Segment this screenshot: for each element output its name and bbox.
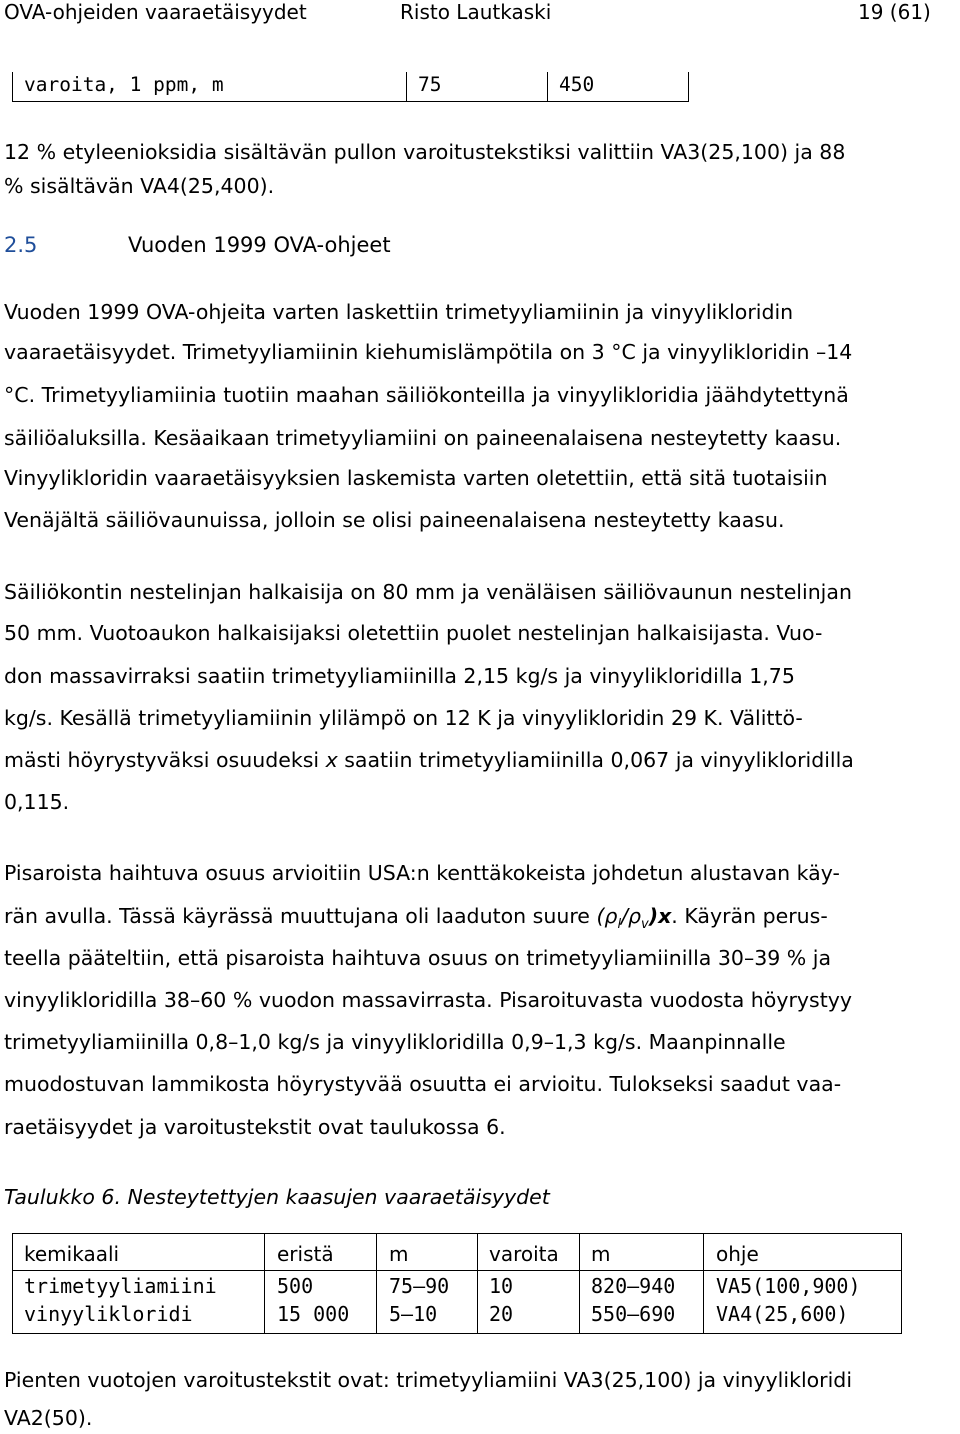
p3-line: teella pääteltiin, että pisaroista haihtuva osuus on trimetyyliamiinilla 30–39 % ja xyxy=(4,946,832,970)
p3-line: raetäisyydet ja varoitustekstit ovat taulukossa 6. xyxy=(4,1115,506,1139)
table-cell: 15 000 xyxy=(277,1302,350,1326)
table-caption: Taulukko 6. Nesteytettyjen kaasujen vaaraetäisyydet xyxy=(4,1185,550,1209)
header-author: Risto Lautkaski xyxy=(400,0,552,24)
intro-line-1: 12 % etyleenioksidia sisältävän pullon varoitustekstiksi valittiin VA3(25,100) ja 88 xyxy=(4,140,846,164)
table-cell: 5–10 xyxy=(389,1302,438,1326)
header-page-number: 19 (61) xyxy=(858,0,931,24)
table-header-cell: varoita xyxy=(489,1242,559,1266)
p2-line: kg/s. Kesällä trimetyyliamiinin ylilämpö on 12 K ja vinyylikloridin 29 K. Välittö- xyxy=(4,706,803,730)
p3-line: vinyylikloridilla 38–60 % vuodon massavirrasta. Pisaroituvasta vuodosta höyrystyy xyxy=(4,988,853,1012)
table-col-line xyxy=(703,1233,704,1334)
table-border-left xyxy=(12,72,13,102)
p1-line: vaaraetäisyydet. Trimetyyliamiinin kiehumislämpötila on 3 °C ja vinyylikloridin –14 xyxy=(4,340,853,364)
table-cell: 20 xyxy=(489,1302,514,1326)
p3-line: muodostuvan lammikosta höyrystyvää osuutta ei arvioitu. Tulokseksi saadut vaa- xyxy=(4,1072,842,1096)
p2-line-5: mästi höyrystyväksi osuudeksi x saatiin trimetyyliamiinilla 0,067 ja vinyylikloridilla xyxy=(4,748,854,772)
table-cell: trimetyyliamiini xyxy=(24,1274,217,1298)
table-cell: 10 xyxy=(489,1274,514,1298)
table-col-line xyxy=(901,1233,902,1334)
p2-line: Säiliökontin nestelinjan halkaisija on 80 mm ja venäläisen säiliövaunun nestelinjan xyxy=(4,580,852,604)
variable-x: x xyxy=(325,748,338,772)
table-cell: VA4(25,600) xyxy=(716,1302,849,1326)
p3-line-2: rän avulla. Tässä käyrässä muuttujana oli laaduton suure $(\rho_l/\rho_v)x$. Käyrän perus- xyxy=(4,904,828,933)
p2-line: don massavirraksi saatiin trimetyyliamiinilla 2,15 kg/s ja vinyylikloridilla 1,75 xyxy=(4,664,795,688)
table-cell: vinyylikloridi xyxy=(24,1302,193,1326)
p1-line: Vuoden 1999 OVA-ohjeita varten laskettiin trimetyyliamiinin ja vinyylikloridin xyxy=(4,300,794,324)
row-label: varoita, 1 ppm, m xyxy=(24,73,224,96)
rho-expression: $(\rho_l/\rho_v)x$ xyxy=(596,904,672,933)
table-col-line xyxy=(12,1233,13,1334)
header-title: OVA-ohjeiden vaaraetäisyydet xyxy=(4,0,307,24)
p1-line: Venäjältä säiliövaunuissa, jolloin se olisi paineenalaisena nesteytetty kaasu. xyxy=(4,508,785,532)
table-col-line xyxy=(376,1233,377,1334)
table-cell: 75–90 xyxy=(389,1274,450,1298)
section-title: Vuoden 1999 OVA-ohjeet xyxy=(128,233,391,257)
table-border-top xyxy=(12,1233,902,1234)
table-header-cell: m xyxy=(591,1242,611,1266)
table-col-line xyxy=(264,1233,265,1334)
table-border-bottom xyxy=(12,101,688,102)
table-border-bottom xyxy=(12,1333,902,1334)
table-cell: 820–940 xyxy=(591,1274,676,1298)
closing-line-1: Pienten vuotojen varoitustekstit ovat: trimetyyliamiini VA3(25,100) ja vinyylikloridi xyxy=(4,1368,853,1392)
p1-line: Vinyylikloridin vaaraetäisyyksien laskemista varten oletettiin, että sitä tuotaisiin xyxy=(4,466,828,490)
table-header-cell: eristä xyxy=(277,1242,334,1266)
row-value-1: 75 xyxy=(418,73,442,96)
table-col-line xyxy=(477,1233,478,1334)
table-divider-1 xyxy=(406,72,407,102)
table-divider-2 xyxy=(547,72,548,102)
table-header-divider xyxy=(12,1270,902,1271)
table-header-cell: kemikaali xyxy=(24,1242,120,1266)
row-value-2: 450 xyxy=(559,73,595,96)
table-cell: 500 xyxy=(277,1274,314,1298)
closing-line-2: VA2(50). xyxy=(4,1406,93,1430)
table-border-right xyxy=(688,72,689,102)
table-cell: 550–690 xyxy=(591,1302,676,1326)
intro-line-2: % sisältävän VA4(25,400). xyxy=(4,174,275,198)
p1-line: °C. Trimetyyliamiinia tuotiin maahan säiliökonteilla ja vinyylikloridia jäähdytettynä xyxy=(4,383,849,407)
table-cell: VA5(100,900) xyxy=(716,1274,861,1298)
table-header-cell: m xyxy=(389,1242,409,1266)
section-number: 2.5 xyxy=(4,233,38,257)
p3-line: trimetyyliamiinilla 0,8–1,0 kg/s ja vinyylikloridilla 0,9–1,3 kg/s. Maanpinnalle xyxy=(4,1030,786,1054)
p1-line: säiliöaluksilla. Kesäaikaan trimetyyliamiini on paineenalaisena nesteytetty kaasu. xyxy=(4,426,842,450)
p2-line: 50 mm. Vuotoaukon halkaisijaksi oletettiin puolet nestelinjan halkaisijasta. Vuo- xyxy=(4,621,823,645)
p2-line: 0,115. xyxy=(4,790,70,814)
table-col-line xyxy=(579,1233,580,1334)
p3-line: Pisaroista haihtuva osuus arvioitiin USA:n kenttäkokeista johdetun alustavan käy- xyxy=(4,861,840,885)
table-header-cell: ohje xyxy=(716,1242,759,1266)
